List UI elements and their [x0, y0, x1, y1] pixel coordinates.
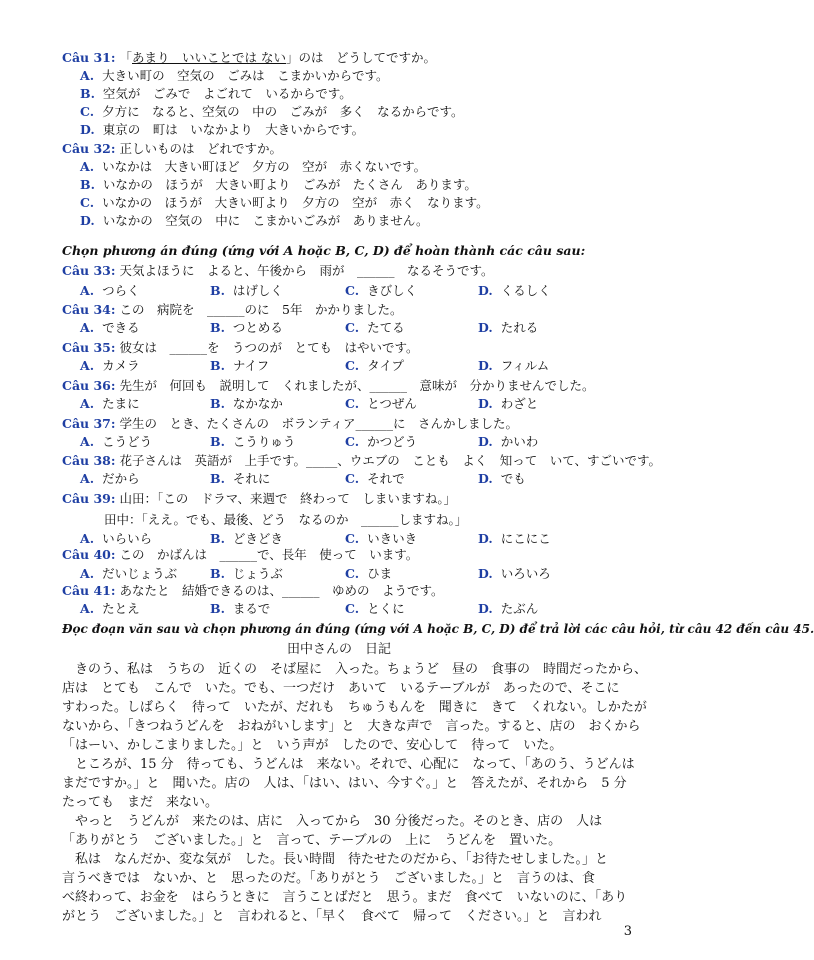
- option-text: たれる: [500, 320, 539, 335]
- q31-option-a[interactable]: [80, 68, 388, 84]
- option-letter: C.: [345, 434, 360, 449]
- option-text: いなかの ほうが 大きい町より ごみが たくさん あります。: [102, 177, 477, 192]
- option-letter: A.: [80, 159, 95, 174]
- option-text: たまに: [102, 396, 140, 411]
- option-text: かいわ: [500, 434, 539, 449]
- passage-line: まだですか。」と 聞いた。店の 人は、「はい、はい、今すぐ。」と 答えたが、それから 5 分: [62, 776, 627, 791]
- passage-line: ところが、15 分 待っても、うどんは 来ない。それで、心配に なって、「あのう、うどんは: [62, 757, 635, 772]
- q39-option-a[interactable]: [80, 531, 152, 547]
- option-text: つらく: [102, 283, 140, 298]
- option-text: 空気が ごみで よごれて いるからです。: [102, 86, 352, 101]
- question-41: [62, 583, 444, 599]
- q32-option-c[interactable]: [80, 195, 489, 211]
- q32-option-d[interactable]: [80, 213, 429, 229]
- option-letter: D.: [80, 213, 95, 228]
- option-letter: D.: [478, 358, 493, 373]
- option-letter: B.: [80, 177, 95, 192]
- option-text: それで: [367, 471, 405, 486]
- option-text: ナイフ: [232, 358, 270, 373]
- passage-line: 私は なんだか、変な気が した。長い時間 待たせたのだから、「お待たせしました。」と: [62, 852, 609, 867]
- question-39-line2: 田中：「ええ。でも、最後、どう なるのか ______しますね。」: [104, 512, 468, 527]
- passage-line: たっても まだ 来ない。: [62, 795, 219, 810]
- q34-option-d[interactable]: [478, 320, 538, 336]
- question-33-label: Câu 33:: [62, 263, 116, 278]
- option-text: じょうぶ: [232, 566, 283, 581]
- option-text: なかなか: [232, 396, 283, 411]
- q41-option-a[interactable]: [80, 601, 140, 617]
- reading-instruction: Đọc đoạn văn sau và chọn phương án đúng (ứng với A hoặc B, C, D) để trả lời các câu hỏi, từ câu 42 đến câu 45.: [62, 622, 814, 636]
- question-39: [62, 491, 456, 507]
- option-letter: B.: [210, 471, 225, 486]
- option-letter: A.: [80, 434, 95, 449]
- option-text: いらいら: [102, 531, 153, 546]
- option-letter: B.: [80, 86, 95, 101]
- q40-option-c[interactable]: [345, 566, 392, 582]
- passage-line: 店は とても こんで いた。でも、一つだけ あいて いるテーブルが あったので、そこに: [62, 681, 620, 696]
- question-36-label: Câu 36:: [62, 378, 116, 393]
- question-40-text: この かばんは ______で、長年 使って います。: [119, 547, 419, 562]
- passage-line: べ終わって、お金を はらうときに 言うことばだと 思う。まだ 食べて いないのに、「あり: [62, 890, 628, 905]
- option-letter: C.: [80, 195, 95, 210]
- option-letter: A.: [80, 283, 95, 298]
- q31-option-d[interactable]: [80, 122, 364, 138]
- q32-option-b[interactable]: [80, 177, 477, 193]
- q40-option-d[interactable]: [478, 566, 551, 582]
- option-text: どきどき: [232, 531, 283, 546]
- q34-option-c[interactable]: [345, 320, 405, 336]
- option-letter: B.: [210, 283, 225, 298]
- option-text: たてる: [367, 320, 405, 335]
- option-letter: B.: [210, 396, 225, 411]
- q35-option-a[interactable]: [80, 358, 140, 374]
- option-letter: D.: [478, 396, 493, 411]
- question-36: [62, 378, 595, 394]
- question-34: [62, 302, 402, 318]
- q32-option-a[interactable]: [80, 159, 426, 175]
- passage-line: 言うべきでは ないか、と 思ったのだ。「ありがとう ございました。」と 言うのは、食: [62, 871, 596, 886]
- q33-option-a[interactable]: [80, 283, 140, 299]
- option-text: 大きい町の 空気の ごみは こまかいからです。: [102, 68, 389, 83]
- passage-line: きのう、私は うちの 近くの そば屋に 入った。ちょうど 昼の 食事の 時間だったから、: [62, 662, 648, 677]
- option-text: たとえ: [102, 601, 140, 616]
- q34-option-a[interactable]: [80, 320, 140, 336]
- option-letter: D.: [478, 320, 493, 335]
- option-text: とくに: [367, 601, 405, 616]
- option-letter: D.: [80, 122, 95, 137]
- q39-option-c[interactable]: [345, 531, 417, 547]
- q41-option-c[interactable]: [345, 601, 405, 617]
- question-39-label: Câu 39:: [62, 491, 116, 506]
- question-39-text: 山田：「この ドラマ、来週で 終わって しまいますね。」: [119, 491, 457, 506]
- question-31-text: 」のは どうしてですか。: [285, 50, 436, 65]
- question-31-open-bracket: 「: [119, 50, 132, 65]
- q41-option-b[interactable]: [210, 601, 270, 617]
- question-40: [62, 547, 418, 563]
- option-text: それに: [232, 471, 271, 486]
- question-32: [62, 141, 282, 157]
- option-letter: A.: [80, 68, 95, 83]
- passage-line: がとう ございました。」と 言われると、「早く 食べて 帰って ください。」と 言われ: [62, 909, 602, 924]
- question-36-text: 先生が 何回も 説明して くれましたが、______ 意味が 分かりませんでした。: [119, 378, 595, 393]
- option-letter: C.: [345, 358, 360, 373]
- page-number: 3: [623, 924, 632, 939]
- option-letter: B.: [210, 601, 225, 616]
- q39-option-d[interactable]: [478, 531, 551, 547]
- q38-option-c[interactable]: [345, 471, 405, 487]
- passage-line: すわった。しばらく 待って いたが、だれも ちゅうもんを 聞きに きて くれない。しかたが: [62, 700, 647, 715]
- question-37: [62, 416, 518, 432]
- option-text: つとめる: [232, 320, 283, 335]
- q33-option-d[interactable]: [478, 283, 551, 299]
- passage-line: ないから、「きつねうどんを おねがいします」と 大きな声で 言った。すると、店の おくから: [62, 719, 641, 734]
- option-text: こうどう: [102, 434, 153, 449]
- question-37-text: 学生の とき、たくさんの ボランティア______に さんかしました。: [119, 416, 518, 431]
- option-letter: C.: [345, 471, 360, 486]
- option-text: わざと: [500, 396, 539, 411]
- q40-option-b[interactable]: [210, 566, 283, 582]
- q33-option-c[interactable]: [345, 283, 417, 299]
- question-34-text: この 病院を ______のに 5年 かかりました。: [119, 302, 403, 317]
- option-letter: C.: [80, 104, 95, 119]
- q37-option-b[interactable]: [210, 434, 295, 450]
- option-letter: A.: [80, 320, 95, 335]
- question-37-label: Câu 37:: [62, 416, 116, 431]
- option-letter: A.: [80, 566, 95, 581]
- option-text: いきいき: [367, 531, 418, 546]
- question-31-label: Câu 31:: [62, 50, 116, 65]
- question-38-text: 花子さんは 英語が 上手です。_____、ウエブの ことも よく 知って いて、すごいです。: [119, 453, 661, 468]
- option-text: だいじょうぶ: [102, 566, 178, 581]
- option-text: いろいろ: [500, 566, 551, 581]
- option-letter: A.: [80, 358, 95, 373]
- question-38: [62, 453, 661, 469]
- option-text: いなかは 大きい町ほど 夕方の 空が 赤くないです。: [102, 159, 427, 174]
- question-33-text: 天気よほうに よると、午後から 雨が ______ なるそうです。: [119, 263, 494, 278]
- option-text: まるで: [232, 601, 271, 616]
- option-text: ひま: [367, 566, 393, 581]
- option-text: たぶん: [500, 601, 539, 616]
- option-text: できる: [102, 320, 140, 335]
- option-letter: C.: [345, 566, 360, 581]
- passage-line: 「はーい、かしこまりました。」と いう声が したので、安心して 待って いた。: [62, 738, 563, 753]
- question-31: [62, 50, 436, 66]
- option-letter: C.: [345, 283, 360, 298]
- option-letter: D.: [478, 283, 493, 298]
- passage-line: やっと うどんが 来たのは、店に 入ってから 30 分後だった。そのとき、店の 人は: [62, 814, 603, 829]
- option-letter: B.: [210, 320, 225, 335]
- option-text: はげしく: [232, 283, 283, 298]
- option-text: だから: [102, 471, 140, 486]
- option-letter: C.: [345, 320, 360, 335]
- option-letter: B.: [210, 434, 225, 449]
- question-41-text: あなたと 結婚できるのは、______ ゆめの ようです。: [119, 583, 444, 598]
- question-38-label: Câu 38:: [62, 453, 116, 468]
- q33-option-b[interactable]: [210, 283, 283, 299]
- option-text: いなかの 空気の 中に こまかいごみが ありません。: [102, 213, 429, 228]
- question-35-text: 彼女は ______を うつのが とても はやいです。: [119, 340, 419, 355]
- option-letter: B.: [210, 566, 225, 581]
- q39-option-b[interactable]: [210, 531, 283, 547]
- option-text: 夕方に なると、空気の 中の ごみが 多く なるからです。: [102, 104, 464, 119]
- option-letter: D.: [478, 471, 493, 486]
- q37-option-c[interactable]: [345, 434, 417, 450]
- passage-title: 田中さんの 日記: [286, 642, 391, 657]
- option-letter: D.: [478, 566, 493, 581]
- q35-option-c[interactable]: [345, 358, 404, 374]
- question-33: [62, 263, 494, 279]
- q38-option-b[interactable]: [210, 471, 270, 487]
- q41-option-d[interactable]: [478, 601, 538, 617]
- option-letter: D.: [478, 434, 493, 449]
- option-text: くるしく: [500, 283, 551, 298]
- q37-option-d[interactable]: [478, 434, 538, 450]
- option-letter: A.: [80, 471, 95, 486]
- option-text: かつどう: [367, 434, 418, 449]
- q36-option-d[interactable]: [478, 396, 538, 412]
- q40-option-a[interactable]: [80, 566, 177, 582]
- option-letter: A.: [80, 396, 95, 411]
- option-letter: A.: [80, 531, 95, 546]
- question-32-label: Câu 32:: [62, 141, 116, 156]
- question-40-label: Câu 40:: [62, 547, 116, 562]
- option-text: とつぜん: [367, 396, 417, 411]
- q35-option-d[interactable]: [478, 358, 549, 374]
- question-41-label: Câu 41:: [62, 583, 116, 598]
- q31-option-b[interactable]: [80, 86, 352, 102]
- option-text: カメラ: [102, 358, 140, 373]
- option-letter: C.: [345, 396, 360, 411]
- q34-option-b[interactable]: [210, 320, 283, 336]
- q36-option-c[interactable]: [345, 396, 417, 412]
- question-34-label: Câu 34:: [62, 302, 116, 317]
- option-text: 東京の 町は いなかより 大きいからです。: [102, 122, 365, 137]
- option-text: でも: [500, 471, 526, 486]
- q36-option-b[interactable]: [210, 396, 283, 412]
- q31-option-c[interactable]: [80, 104, 463, 120]
- q38-option-a[interactable]: [80, 471, 140, 487]
- option-letter: D.: [478, 601, 493, 616]
- option-letter: C.: [345, 601, 360, 616]
- passage-line: 「ありがとう ございました。」と 言って、テーブルの 上に うどんを 置いた。: [62, 833, 562, 848]
- option-letter: D.: [478, 531, 493, 546]
- option-text: にこにこ: [500, 531, 551, 546]
- passage-body: [62, 660, 648, 926]
- option-text: タイプ: [367, 358, 404, 373]
- option-letter: B.: [210, 358, 225, 373]
- option-text: きびしく: [367, 283, 418, 298]
- option-letter: C.: [345, 531, 360, 546]
- q35-option-b[interactable]: [210, 358, 269, 374]
- section-instruction: Chọn phương án đúng (ứng với A hoặc B, C, D) để hoàn thành các câu sau:: [62, 243, 586, 258]
- question-35: [62, 340, 419, 356]
- q37-option-a[interactable]: [80, 434, 152, 450]
- question-32-text: 正しいものは どれですか。: [119, 141, 282, 156]
- q36-option-a[interactable]: [80, 396, 140, 412]
- option-text: こうりゅう: [232, 434, 296, 449]
- q38-option-d[interactable]: [478, 471, 526, 487]
- question-35-label: Câu 35:: [62, 340, 116, 355]
- option-text: フィルム: [500, 358, 550, 373]
- option-letter: A.: [80, 601, 95, 616]
- option-text: いなかの ほうが 大きい町より 夕方の 空が 赤く なります。: [102, 195, 489, 210]
- question-31-underlined: あまり いいことでは ない: [132, 50, 286, 65]
- option-letter: B.: [210, 531, 225, 546]
